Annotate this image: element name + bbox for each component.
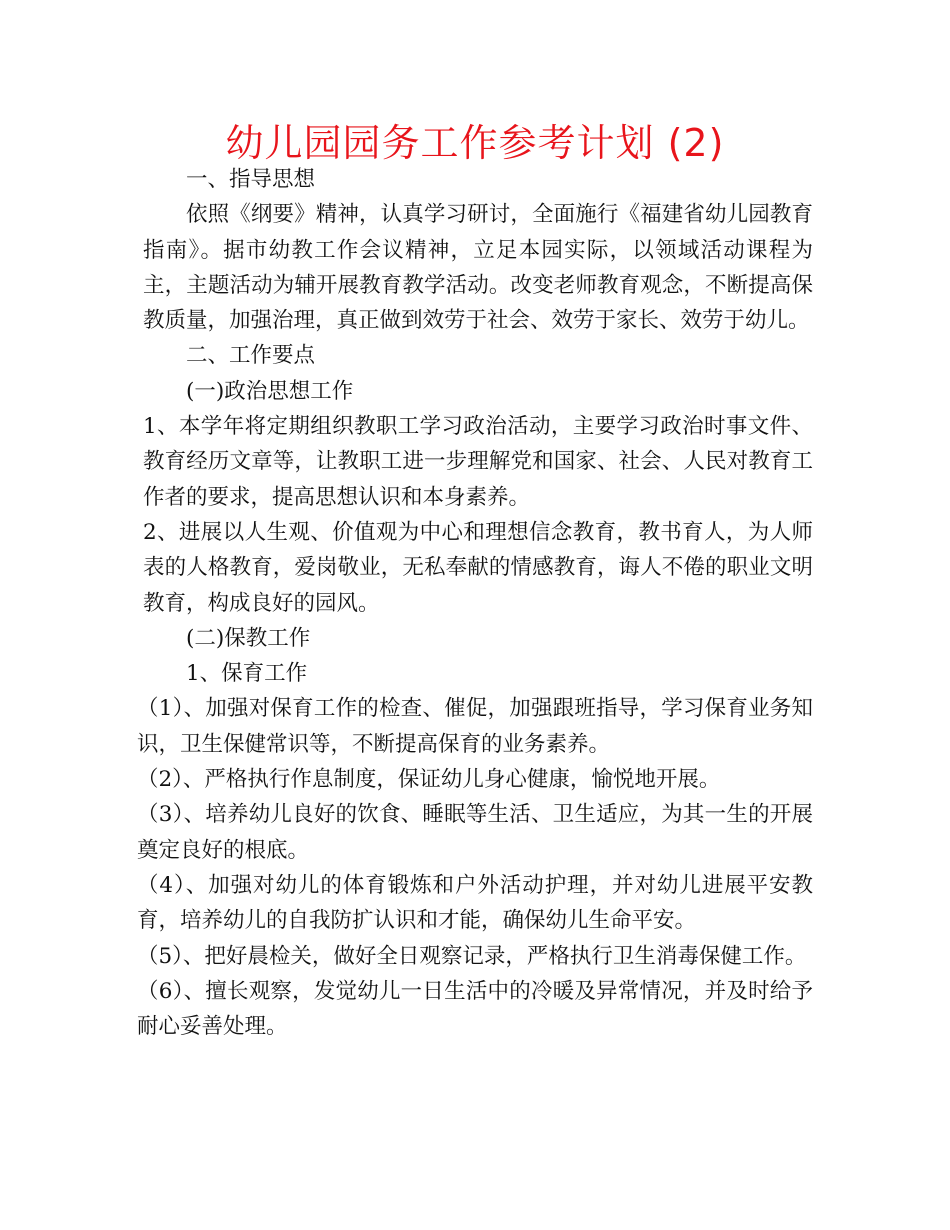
list-item-nursing-5: （5）、把好晨检关，做好全日观察记录，严格执行卫生消毒保健工作。 xyxy=(137,943,807,969)
section-heading-guiding-ideology: 一、指导思想 xyxy=(186,167,316,192)
list-item-nursing-3: （3）、培养幼儿良好的饮食、睡眠等生活、卫生适应，为其一生的开展奠定良好的根底。 xyxy=(137,802,813,863)
list-item-nursing-2: （2）、严格执行作息制度，保证幼儿身心健康，愉悦地开展。 xyxy=(137,767,721,793)
list-item-nursing-6: （6）、擅长观察，发觉幼儿一日生活中的冷暖及异常情况，并及时给予耐心妥善处理。 xyxy=(137,978,813,1040)
section-heading-work-points: 二、工作要点 xyxy=(186,343,316,369)
list-item-nursing-1: （1）、加强对保育工作的检查、催促，加强跟班指导，学习保育业务知识，卫生保健常识等，不断提高保育的业务素养。 xyxy=(137,696,813,757)
paragraph-guiding-ideology: 依照《纲要》精神，认真学习研讨，全面施行《福建省幼儿园教育指南》。据市幼教工作会议精神，立足本园实际，以领域活动课程为主，主题活动为辅开展教育教学活动。改变老师教育观念，不断提高保教质量，加强治理，真正做到效劳于社会、效劳于家长、效劳于幼儿。 xyxy=(143,202,813,334)
subsection-heading-care-education: (二)保教工作 xyxy=(186,625,311,651)
list-item-nursing-4: （4）、加强对幼儿的体育锻炼和户外活动护理，并对幼儿进展平安教育，培养幼儿的自我防扩认识和才能，确保幼儿生命平安。 xyxy=(137,872,813,934)
document-title: 幼儿园园务工作参考计划 (2) xyxy=(225,121,725,165)
subsection-heading-nursing-work: 1、保育工作 xyxy=(186,661,308,687)
list-item-political-2: 2、进展以人生观、价值观为中心和理想信念教育，教书育人，为人师表的人格教育，爱岗敬业，无私奉献的情感教育，诲人不倦的职业文明教育，构成良好的园风。 xyxy=(143,519,813,616)
subsection-heading-political-work: (一)政治思想工作 xyxy=(186,378,354,404)
document-body xyxy=(137,162,813,1044)
list-item-political-1: 1、本学年将定期组织教职工学习政治活动，主要学习政治时事文件、教育经历文章等，让教职工进一步理解党和国家、社会、人民对教育工作者的要求，提高思想认识和本身素养。 xyxy=(143,414,813,510)
